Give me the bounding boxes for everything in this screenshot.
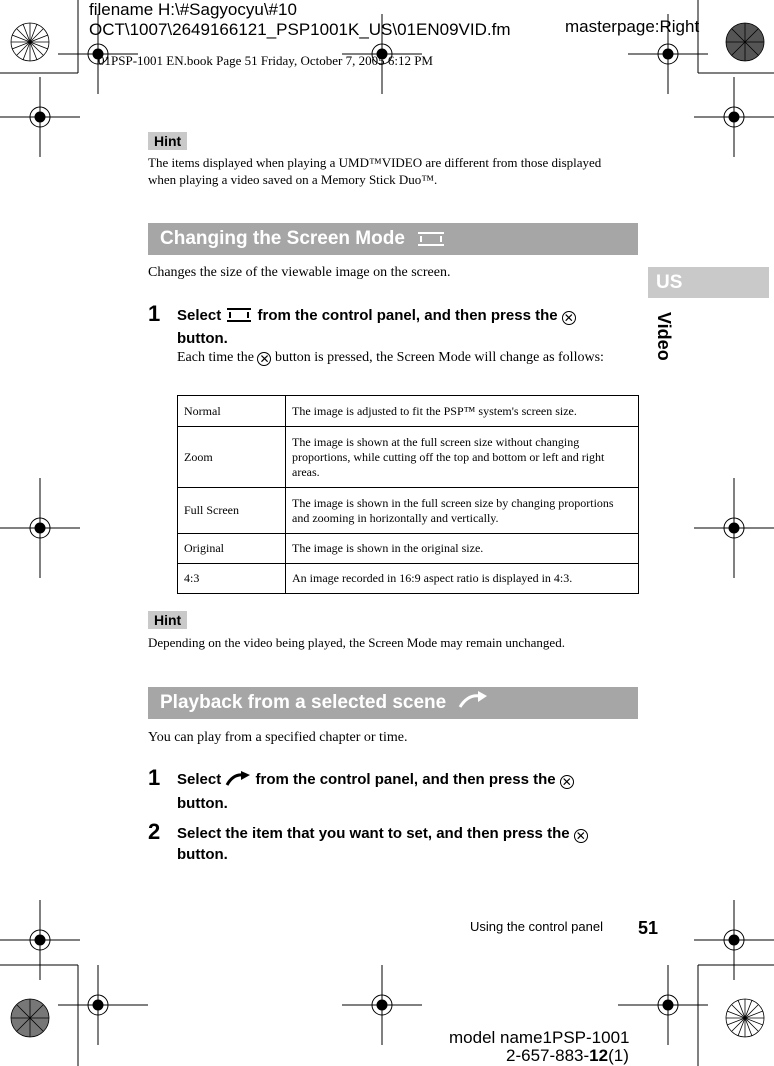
hint-badge: Hint (148, 611, 187, 629)
mode-description: The image is adjusted to fit the PSP™ system's screen size. (286, 396, 639, 427)
step-subtext (177, 347, 617, 368)
hint-badge: Hint (148, 132, 187, 150)
page-number: 51 (638, 918, 659, 938)
step-sub-after: button is pressed, the Screen Mode will change as follows: (274, 350, 604, 365)
mode-name: Zoom (178, 427, 286, 488)
mode-name: Full Screen (178, 488, 286, 534)
language-tab: US (648, 267, 769, 298)
cross-button-icon: ✕ (561, 775, 572, 789)
jump-arrow-icon (225, 771, 251, 793)
step-text: Select the item that you want to set, and then press the (177, 825, 570, 842)
section-header-playback (148, 687, 638, 719)
cross-button-icon: ✕ (575, 829, 586, 843)
section-intro: Changes the size of the viewable image on the screen. (148, 265, 451, 280)
table-row (178, 396, 639, 427)
chapter-label: Video (654, 312, 674, 361)
step-instruction (177, 305, 622, 349)
jump-arrow-icon (458, 691, 488, 715)
mode-description: An image recorded in 16:9 aspect ratio is displayed in 4:3. (286, 564, 639, 594)
model-name: model name1PSP-1001 (449, 1028, 630, 1047)
mode-name: 4:3 (178, 564, 286, 594)
section-header-screen-mode (148, 223, 638, 255)
footer-section: Using the control panel (470, 919, 603, 934)
step-text-before: Select (177, 771, 222, 788)
masterpage-label: masterpage:Right (565, 17, 700, 36)
section-title: Playback from a selected scene (160, 692, 447, 713)
step-text-before: Select (177, 307, 222, 324)
model-number (506, 1046, 629, 1066)
step-text-after: from the control panel, and then press the (255, 771, 556, 788)
mode-description: The image is shown at the full screen size without changing proportions, while cutting off the top and bottom or left and right areas. (286, 427, 639, 488)
book-info-line: 01PSP-1001 EN.book Page 51 Friday, October 7, 2005 6:12 PM (98, 53, 433, 68)
hint-text: The items displayed when playing a UMD™VIDEO are different from those displayed when playing a video saved on a Memory Stick Duo™. (148, 155, 602, 187)
mode-description: The image is shown in the full screen size by changing proportions and zooming in horizontally and vertically. (286, 488, 639, 534)
table-row (178, 564, 639, 594)
mode-description: The image is shown in the original size. (286, 534, 639, 564)
mode-name: Normal (178, 396, 286, 427)
filename-line-2: OCT\1007\2649166121_PSP1001K_US\01EN09VID.fm (89, 20, 511, 39)
step-sub-before: Each time the (177, 350, 254, 365)
screen-mode-icon (417, 231, 445, 247)
step-number: 1 (148, 765, 161, 790)
model-number-suffix: (1) (608, 1046, 629, 1065)
section-title: Changing the Screen Mode (160, 228, 405, 249)
table-row (178, 427, 639, 488)
step-instruction (177, 823, 622, 865)
step-number: 2 (148, 819, 161, 844)
model-number-bold: 12 (589, 1046, 609, 1065)
hint-text: Depending on the video being played, the Screen Mode may remain unchanged. (148, 635, 565, 650)
filename-line-1: filename H:\#Sagyocyu\#10 (89, 0, 297, 19)
screen-mode-icon (227, 307, 251, 328)
step-text-end: button. (177, 795, 228, 812)
screen-mode-table (177, 395, 639, 594)
cross-button-icon: ✕ (563, 311, 574, 325)
mode-name: Original (178, 534, 286, 564)
table-row (178, 488, 639, 534)
section-intro: You can play from a specified chapter or time. (148, 730, 408, 745)
step-text-after: from the control panel, and then press the (257, 307, 558, 324)
step-number: 1 (148, 301, 161, 326)
cross-button-icon: ✕ (259, 352, 270, 366)
step-text-end: button. (177, 846, 228, 863)
table-row (178, 534, 639, 564)
model-number-prefix: 2-657-883- (506, 1046, 590, 1065)
step-text-end: button. (177, 330, 228, 347)
step-instruction (177, 769, 622, 814)
